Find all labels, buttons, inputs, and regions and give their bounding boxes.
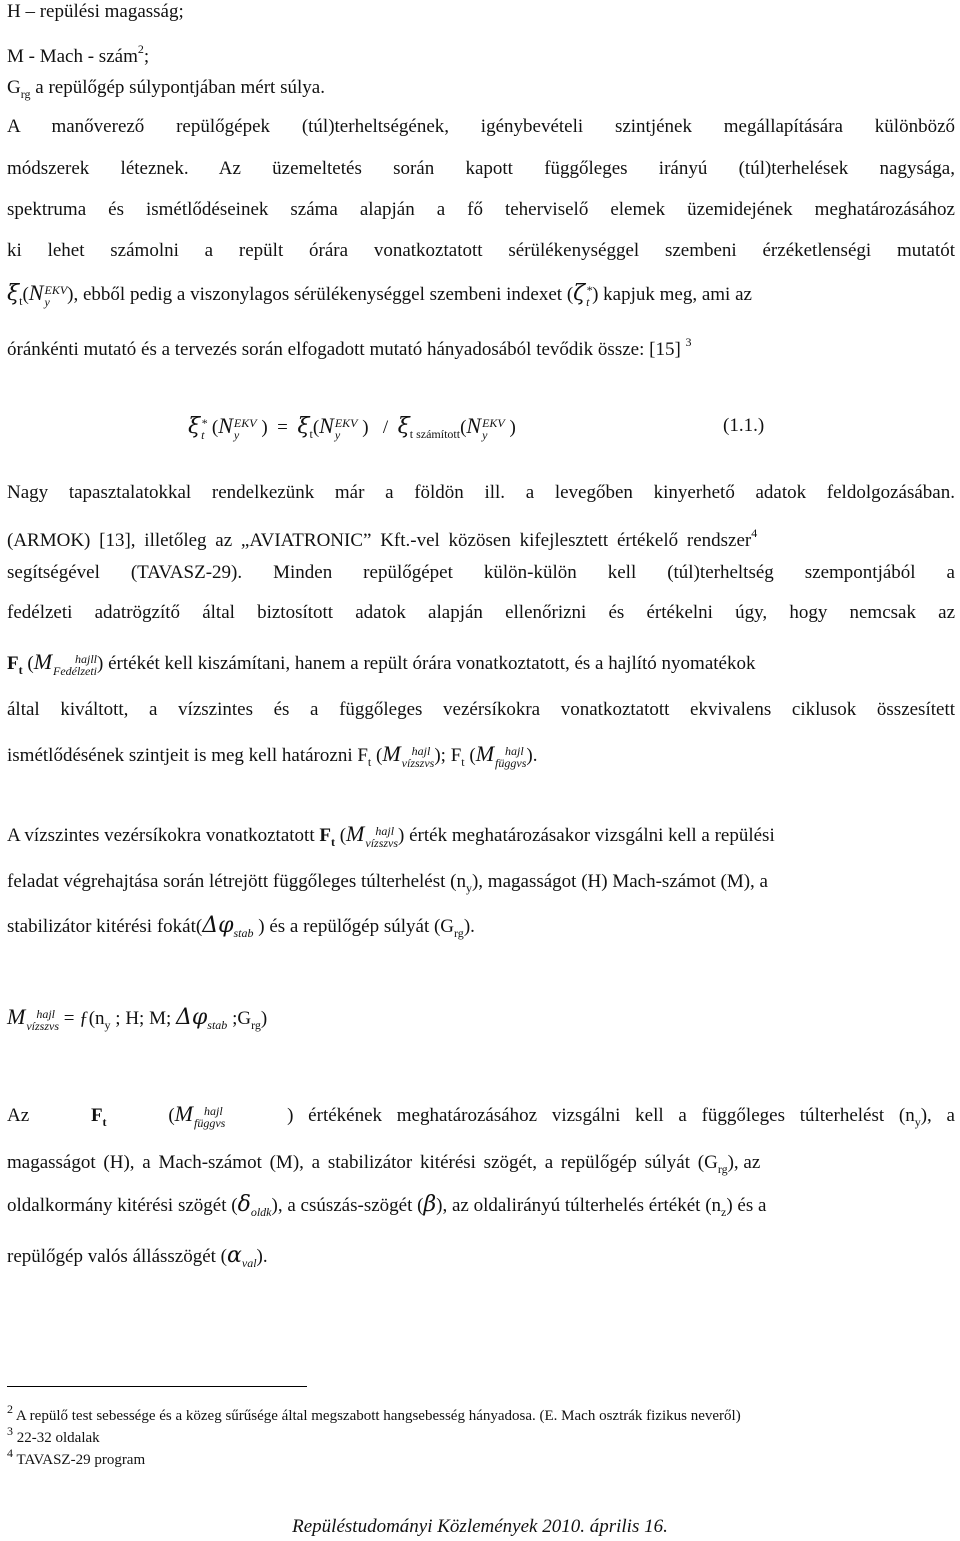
text-line-25: [7, 1244, 955, 1275]
text-line-9: [7, 330, 955, 362]
text: óránkénti mutató és a tervezés során elfogadott mutató hányadosából tevődik össze: [15]: [7, 339, 681, 360]
text: ;G: [232, 1008, 252, 1029]
subscript: függvs: [495, 756, 527, 770]
text-line-3: [7, 76, 955, 106]
subscript: z: [721, 1205, 727, 1219]
paren: ): [261, 417, 268, 438]
xi-symbol: ξ: [397, 414, 410, 439]
formula-2: [7, 1005, 955, 1037]
subscript: rg: [20, 87, 31, 101]
text: ); F: [434, 745, 462, 766]
subscript: vízszvs: [401, 756, 435, 770]
superscript: *: [201, 416, 208, 430]
xi-symbol: ξ: [297, 414, 310, 439]
text: Az: [7, 1105, 30, 1126]
delta-phi-symbol: Δφ: [176, 1005, 208, 1030]
text: ), az: [727, 1152, 761, 1173]
footnote-rule: [7, 1386, 307, 1387]
superscript: hajl: [505, 744, 524, 758]
slash: /: [382, 417, 389, 438]
text: által kiváltott, a vízszintes és a függőleges vezérsíkokra vonatkoztatott ekvivalens ciklusok összesített: [7, 699, 955, 720]
superscript: EKV: [482, 416, 505, 430]
superscript: EKV: [233, 416, 257, 430]
text: ismétlődésének szintjeit is meg kell határozni F: [7, 745, 368, 766]
text: a repülőgép súlypontjában mért súlya.: [30, 77, 325, 98]
text-line-22: [7, 1102, 955, 1134]
text-line-6: [7, 198, 955, 222]
subscript: t: [18, 663, 23, 677]
m-symbol: M: [33, 649, 53, 674]
text: F: [319, 825, 331, 846]
text: (: [464, 745, 476, 766]
text: H – repülési magasság;: [7, 1, 184, 22]
text: ).: [463, 916, 475, 937]
text-line-5: [7, 157, 955, 181]
footnote-ref: 3: [685, 335, 692, 349]
subscript: t: [19, 294, 23, 308]
text: magasságot (H), a Mach-számot (M), a stabilizátor kitérési szögét, a repülőgép súlyát (G: [7, 1152, 718, 1173]
rest-group: [287, 1104, 955, 1134]
text: ), ebből pedig a viszonylagos sérülékenységgel szembeni indexet (: [67, 284, 574, 305]
text: ) kapjuk meg, ami az: [592, 284, 752, 305]
subscript: stab: [207, 1018, 228, 1032]
text: oldalkormány kitérési szögét (: [7, 1195, 238, 1216]
subscript: stab: [233, 926, 254, 940]
text: fedélzeti adatrögzítő által biztosított adatok alapján ellenőrizni és értékelni úgy, hogy nemcsak az: [7, 602, 955, 623]
superscript: EKV: [334, 416, 358, 430]
text: ;: [143, 46, 150, 67]
footnote-number: 3: [7, 1424, 13, 1438]
footnote-text: A repülő test sebessége és a közeg sűrűsége által megszabott hangsebesség hányadosa. (E. Mach osztrák fizikus neveről): [13, 1408, 741, 1424]
subscript: val: [241, 1256, 257, 1270]
footnote-text: 22-32 oldalak: [13, 1430, 100, 1446]
sub-sup: [26, 1008, 59, 1032]
text: ).: [526, 745, 538, 766]
delta-phi-symbol: Δφ: [202, 913, 234, 938]
footnote-ref: 4: [751, 526, 758, 540]
text: ) értékét kell kiszámítani, hanem a repült órára vonatkoztatott, és a hajlító nyomatékok: [97, 653, 756, 674]
superscript: hajl: [375, 824, 395, 838]
sub-sup: [335, 417, 358, 441]
m-symbol: M: [7, 1004, 26, 1029]
subscript: t: [201, 428, 205, 442]
text: ), a csúszás-szögét (: [271, 1195, 424, 1216]
sub-sup: [194, 1105, 225, 1129]
subscript: oldk: [250, 1205, 272, 1219]
subscript: y: [44, 295, 50, 309]
n-symbol: N: [319, 413, 334, 438]
text: repülőgép valós állásszögét (: [7, 1246, 228, 1267]
text-line-12: [7, 521, 955, 553]
footnote-ref: 2: [137, 42, 144, 56]
sub-sup: [365, 825, 398, 849]
n-symbol: N: [28, 280, 44, 305]
text-line-11: [7, 481, 955, 505]
text-line-14: [7, 601, 955, 625]
text: F: [7, 653, 19, 674]
subscript: t: [367, 755, 372, 769]
superscript: hajl: [411, 744, 431, 758]
subscript: t számított: [409, 427, 461, 441]
footnote-4: [7, 1443, 145, 1470]
delta-symbol: δ: [237, 1192, 251, 1217]
subscript: függvs: [193, 1116, 226, 1130]
sub-sup: [495, 745, 526, 769]
page-footer: Repüléstudományi Közlemények 2010. április 16.: [292, 1516, 668, 1537]
text: A manőverező repülőgépek (túl)terheltségének, igénybevételi szintjének megállapítására különböző: [7, 116, 955, 137]
text: segítségével (TAVASZ-29). Minden repülőgépet külön-külön kell (túl)terheltség szempontjából a: [7, 562, 955, 583]
alpha-symbol: α: [227, 1243, 242, 1268]
text: ki lehet számolni a repült órára vonatkoztatott sérülékenységgel szembeni érzéketlenségi mutatót: [7, 240, 955, 261]
text: (: [371, 745, 383, 766]
subscript: rg: [454, 926, 464, 940]
footnote-2: [7, 1399, 741, 1426]
subscript: t: [309, 427, 313, 441]
subscript: vízszvs: [26, 1019, 59, 1033]
text: (: [168, 1105, 175, 1126]
m-symbol: M: [346, 821, 365, 846]
text: ), az oldalirányú túlterhelés értékét (n: [436, 1195, 722, 1216]
superscript: hajl: [203, 1104, 223, 1118]
text: ).: [256, 1246, 268, 1267]
text-line-8: $\xi_t(N$ EKV y ), ebből pedig a viszonylagos sérülékenységgel szembeni indexet (ζ * t ) kapjuk meg, ami az: [7, 280, 752, 309]
text: ): [260, 1008, 268, 1029]
m-symbol: M: [382, 741, 401, 766]
text: (: [27, 653, 34, 674]
subscript: t: [461, 755, 465, 769]
m-symbol: M: [475, 741, 495, 766]
text-line-15: [7, 650, 955, 682]
m-group: [168, 1102, 225, 1129]
zeta-symbol: ζ: [573, 281, 586, 306]
subscript: vízszvs: [365, 836, 399, 850]
text: ), magasságot (H) Mach-számot (M), a: [471, 871, 768, 892]
superscript: EKV: [44, 283, 68, 297]
subscript: rg: [717, 1162, 728, 1176]
footnote-number: 2: [7, 1402, 13, 1416]
text-line-2: [7, 37, 955, 69]
sub-sup: [482, 417, 505, 441]
subscript: t: [586, 295, 590, 309]
f-t-group: [91, 1104, 107, 1134]
text: G: [7, 77, 21, 98]
text-line-16: [7, 698, 955, 722]
paren: (: [211, 417, 219, 438]
sub-sup: [44, 284, 67, 308]
equation-number: (1.1.): [723, 415, 765, 436]
text: ) és a: [726, 1195, 767, 1216]
subscript: y: [482, 428, 488, 442]
text: spektruma és ismétlődéseinek száma alapján a fő teherviselő elemek üzemidejének meghatározásához: [7, 199, 955, 220]
text: ), a: [920, 1105, 955, 1126]
sub-sup: [234, 417, 257, 441]
sub-sup: [201, 417, 207, 441]
subscript: y: [233, 428, 240, 442]
text: módszerek léteznek. Az üzemeltetés során kapott függőleges irányú (túl)terhelések nagysága,: [7, 158, 955, 179]
footnote-number: 4: [7, 1446, 13, 1460]
text: ) értékének meghatározásához vizsgálni kell a függőleges túlterhelést (n: [287, 1105, 915, 1126]
m-symbol: M: [174, 1101, 193, 1126]
text-line-20: [7, 914, 955, 945]
text-line-23: [7, 1151, 955, 1181]
subscript: y: [914, 1115, 921, 1129]
n-symbol: N: [218, 413, 233, 438]
superscript: *: [586, 283, 593, 297]
equals-sign: =: [277, 417, 288, 438]
sub-sup: [586, 284, 592, 308]
text-line-24: [7, 1193, 955, 1224]
equation-1-1: ξ * t (N EKV y ) = $\xi_t(N$ EKV y ) / $\xi_{t számított}(N$ EKV y ) (1.1.): [188, 413, 765, 442]
subscript: rg: [251, 1018, 261, 1032]
text-line-19: [7, 870, 955, 900]
sub-sup: [402, 745, 435, 769]
text-line-13: [7, 561, 955, 585]
text: A vízszintes vezérsíkokra vonatkoztatott: [7, 825, 320, 846]
subscript: t: [102, 1115, 107, 1129]
text-line-1: [7, 0, 955, 24]
beta-symbol: β: [423, 1192, 437, 1217]
text: stabilizátor kitérési fokát(: [7, 916, 203, 937]
subscript: t: [330, 835, 335, 849]
text: ) érték meghatározásakor vizsgálni kell a repülési: [398, 825, 775, 846]
text-line-4: [7, 115, 955, 139]
text: ; H; M;: [110, 1008, 172, 1029]
text-line-7: [7, 239, 955, 263]
text: = ƒ(n: [63, 1008, 105, 1029]
xi-symbol: ξ: [188, 414, 201, 439]
superscript: hajl: [36, 1007, 55, 1021]
text-line-18: [7, 822, 955, 854]
text: ) és a repülőgép súlyát (G: [258, 916, 455, 937]
text: (: [334, 825, 347, 846]
text: M - Mach - szám: [7, 46, 138, 67]
subscript: y: [465, 881, 472, 895]
footnote-text: TAVASZ-29 program: [13, 1452, 146, 1468]
subscript: y: [104, 1018, 111, 1032]
text: Nagy tapasztalatokkal rendelkezünk már a földön ill. a levegőben kinyerhető adatok feldolgozásában.: [7, 482, 955, 503]
text-line-17: [7, 742, 955, 774]
text: feladat végrehajtása során létrejött függőleges túlterhelést (n: [7, 871, 466, 892]
subscript: Fedélzeti: [53, 664, 97, 678]
paren: ): [362, 417, 369, 438]
n-symbol: N: [466, 413, 482, 438]
xi-symbol: ξ: [7, 281, 20, 306]
sub-sup: [53, 653, 97, 677]
subscript: y: [334, 428, 341, 442]
text: (ARMOK) [13], illetőleg az „AVIATRONIC” Kft.-vel közösen kifejlesztett értékelő rendszer: [7, 530, 752, 551]
text: F: [90, 1105, 103, 1126]
paren: ): [509, 417, 516, 438]
superscript: hajll: [75, 652, 98, 666]
